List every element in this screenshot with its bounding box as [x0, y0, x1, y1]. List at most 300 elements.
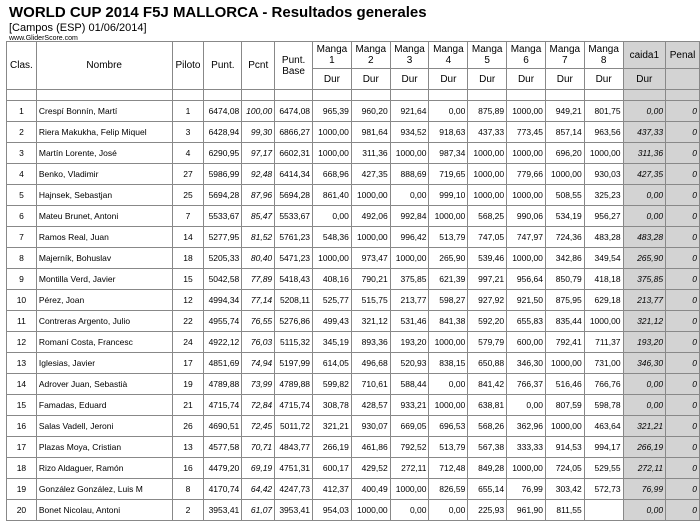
- penalty-cell: 0: [666, 206, 700, 227]
- name-cell: Benko, Vladimir: [36, 164, 172, 185]
- name-cell: Ramos Real, Juan: [36, 227, 172, 248]
- col-header-piloto: Piloto: [172, 42, 204, 90]
- manga-6-cell: 333,33: [507, 437, 546, 458]
- col-header-manga-7: Manga 7: [545, 42, 584, 69]
- base-score-cell: 4843,77: [275, 437, 313, 458]
- manga-1-cell: 345,19: [313, 332, 352, 353]
- drop-score-cell: 213,77: [623, 290, 666, 311]
- manga-4-cell: 838,15: [429, 353, 468, 374]
- manga-5-cell: 225,93: [468, 500, 507, 521]
- manga-7-cell: 792,41: [545, 332, 584, 353]
- event-subtitle: [Campos (ESP) 01/06/2014]: [9, 22, 147, 34]
- site-url: www.GliderScore.com: [9, 35, 78, 42]
- manga-7-cell: 724,05: [545, 458, 584, 479]
- col-header-pcnt: Pcnt: [242, 42, 275, 90]
- drop-score-cell: 193,20: [623, 332, 666, 353]
- manga-1-cell: 954,03: [313, 500, 352, 521]
- score-cell: 5694,28: [204, 185, 242, 206]
- base-score-cell: 3953,41: [275, 500, 313, 521]
- name-cell: Crespí Bonnín, Martí: [36, 101, 172, 122]
- manga-8-cell: 483,28: [584, 227, 623, 248]
- manga-1-cell: 0,00: [313, 206, 352, 227]
- score-cell: 4690,51: [204, 416, 242, 437]
- manga-6-cell: 600,00: [507, 332, 546, 353]
- manga-3-cell: 1000,00: [390, 143, 429, 164]
- rank-cell: 16: [7, 416, 37, 437]
- manga-8-cell: 463,64: [584, 416, 623, 437]
- score-cell: 5533,67: [204, 206, 242, 227]
- score-cell: 6428,94: [204, 122, 242, 143]
- table-row: [7, 353, 700, 374]
- manga-5-cell: 437,33: [468, 122, 507, 143]
- manga-8-cell: 418,18: [584, 269, 623, 290]
- penalty-cell: 0: [666, 248, 700, 269]
- manga-6-cell: 1000,00: [507, 248, 546, 269]
- drop-score-cell: 0,00: [623, 101, 666, 122]
- manga-8-cell: 1000,00: [584, 311, 623, 332]
- table-row: [7, 374, 700, 395]
- score-cell: 6290,95: [204, 143, 242, 164]
- manga-1-cell: 599,82: [313, 374, 352, 395]
- header-row: [7, 42, 700, 69]
- base-score-cell: 5761,23: [275, 227, 313, 248]
- manga-5-cell: 638,81: [468, 395, 507, 416]
- manga-2-cell: 710,61: [351, 374, 390, 395]
- manga-2-cell: 1000,00: [351, 227, 390, 248]
- percent-cell: 70,71: [242, 437, 275, 458]
- score-cell: 4922,12: [204, 332, 242, 353]
- score-cell: 4789,88: [204, 374, 242, 395]
- manga-3-cell: 996,42: [390, 227, 429, 248]
- manga-4-cell: 826,59: [429, 479, 468, 500]
- manga-1-cell: 548,36: [313, 227, 352, 248]
- name-cell: Martín Lorente, José: [36, 143, 172, 164]
- dur-header: Dur: [351, 69, 390, 90]
- manga-2-cell: 515,75: [351, 290, 390, 311]
- manga-3-cell: 0,00: [390, 500, 429, 521]
- drop-score-cell: 321,12: [623, 311, 666, 332]
- manga-4-cell: 719,65: [429, 164, 468, 185]
- percent-cell: 74,94: [242, 353, 275, 374]
- pilot-number-cell: 27: [172, 164, 204, 185]
- pilot-number-cell: 19: [172, 374, 204, 395]
- manga-5-cell: 747,05: [468, 227, 507, 248]
- col-header-manga-6: Manga 6: [507, 42, 546, 69]
- dur-header: Dur: [390, 69, 429, 90]
- manga-6-cell: 362,96: [507, 416, 546, 437]
- manga-7-cell: 696,20: [545, 143, 584, 164]
- manga-5-cell: 927,92: [468, 290, 507, 311]
- rank-cell: 19: [7, 479, 37, 500]
- manga-8-cell: 994,17: [584, 437, 623, 458]
- score-cell: 5277,95: [204, 227, 242, 248]
- manga-6-cell: 655,83: [507, 311, 546, 332]
- manga-3-cell: 921,64: [390, 101, 429, 122]
- manga-1-cell: 499,43: [313, 311, 352, 332]
- col-header-nombre: Nombre: [36, 42, 172, 90]
- pilot-number-cell: 21: [172, 395, 204, 416]
- col-header-manga-3: Manga 3: [390, 42, 429, 69]
- rank-cell: 9: [7, 269, 37, 290]
- manga-6-cell: 1000,00: [507, 458, 546, 479]
- manga-6-cell: 766,37: [507, 374, 546, 395]
- table-row: [7, 500, 700, 521]
- manga-6-cell: 1000,00: [507, 101, 546, 122]
- name-cell: Romaní Costa, Francesc: [36, 332, 172, 353]
- percent-cell: 87,96: [242, 185, 275, 206]
- rank-cell: 8: [7, 248, 37, 269]
- name-cell: Adrover Juan, Sebastià: [36, 374, 172, 395]
- manga-1-cell: 965,39: [313, 101, 352, 122]
- col-header-manga-1: Manga 1: [313, 42, 352, 69]
- manga-6-cell: 956,64: [507, 269, 546, 290]
- dur-header: Dur: [507, 69, 546, 90]
- percent-cell: 100,00: [242, 101, 275, 122]
- manga-3-cell: 1000,00: [390, 479, 429, 500]
- penalty-cell: 0: [666, 311, 700, 332]
- manga-6-cell: 346,30: [507, 353, 546, 374]
- manga-8-cell: 572,73: [584, 479, 623, 500]
- results-body: [7, 101, 700, 521]
- drop-score-cell: 0,00: [623, 395, 666, 416]
- manga-4-cell: 513,79: [429, 227, 468, 248]
- score-cell: 5205,33: [204, 248, 242, 269]
- manga-3-cell: 992,84: [390, 206, 429, 227]
- manga-4-cell: 696,53: [429, 416, 468, 437]
- manga-1-cell: 308,78: [313, 395, 352, 416]
- drop-score-cell: 265,90: [623, 248, 666, 269]
- manga-3-cell: 934,52: [390, 122, 429, 143]
- manga-6-cell: 1000,00: [507, 185, 546, 206]
- manga-2-cell: 1000,00: [351, 185, 390, 206]
- manga-2-cell: 930,07: [351, 416, 390, 437]
- col-header-clas: Clas.: [7, 42, 37, 90]
- manga-2-cell: 492,06: [351, 206, 390, 227]
- pilot-number-cell: 2: [172, 500, 204, 521]
- manga-2-cell: 496,68: [351, 353, 390, 374]
- name-cell: Salas Vadell, Jeroni: [36, 416, 172, 437]
- col-header-punt: Punt.: [204, 42, 242, 90]
- base-score-cell: 4715,74: [275, 395, 313, 416]
- base-score-cell: 5533,67: [275, 206, 313, 227]
- manga-1-cell: 614,05: [313, 353, 352, 374]
- manga-2-cell: 461,86: [351, 437, 390, 458]
- manga-5-cell: 841,42: [468, 374, 507, 395]
- penalty-cell: 0: [666, 143, 700, 164]
- drop-score-cell: 483,28: [623, 227, 666, 248]
- name-cell: Contreras Argento, Julio: [36, 311, 172, 332]
- table-row: [7, 143, 700, 164]
- manga-4-cell: 621,39: [429, 269, 468, 290]
- manga-3-cell: 888,69: [390, 164, 429, 185]
- penalty-cell: 0: [666, 500, 700, 521]
- score-cell: 4170,74: [204, 479, 242, 500]
- base-score-cell: 6474,08: [275, 101, 313, 122]
- manga-2-cell: 428,57: [351, 395, 390, 416]
- score-cell: 4577,58: [204, 437, 242, 458]
- manga-5-cell: 849,28: [468, 458, 507, 479]
- penalty-cell: 0: [666, 353, 700, 374]
- manga-3-cell: 375,85: [390, 269, 429, 290]
- percent-cell: 77,14: [242, 290, 275, 311]
- manga-3-cell: 213,77: [390, 290, 429, 311]
- manga-4-cell: 1000,00: [429, 395, 468, 416]
- manga-8-cell: 1000,00: [584, 143, 623, 164]
- pilot-number-cell: 7: [172, 206, 204, 227]
- manga-5-cell: 567,38: [468, 437, 507, 458]
- base-score-cell: 5276,86: [275, 311, 313, 332]
- table-row: [7, 395, 700, 416]
- name-cell: Bonet Nicolau, Antoni: [36, 500, 172, 521]
- base-score-cell: 5694,28: [275, 185, 313, 206]
- manga-3-cell: 1000,00: [390, 248, 429, 269]
- rank-cell: 5: [7, 185, 37, 206]
- manga-1-cell: 861,40: [313, 185, 352, 206]
- percent-cell: 73,99: [242, 374, 275, 395]
- penalty-cell: 0: [666, 164, 700, 185]
- drop-score-cell: 0,00: [623, 374, 666, 395]
- rank-cell: 12: [7, 332, 37, 353]
- manga-4-cell: 999,10: [429, 185, 468, 206]
- pilot-number-cell: 4: [172, 143, 204, 164]
- penalty-cell: 0: [666, 290, 700, 311]
- manga-7-cell: 835,44: [545, 311, 584, 332]
- manga-8-cell: 956,27: [584, 206, 623, 227]
- manga-3-cell: 792,52: [390, 437, 429, 458]
- drop-score-cell: 311,36: [623, 143, 666, 164]
- manga-2-cell: 429,52: [351, 458, 390, 479]
- base-score-cell: 5208,11: [275, 290, 313, 311]
- manga-7-cell: 949,21: [545, 101, 584, 122]
- manga-7-cell: 1000,00: [545, 164, 584, 185]
- manga-1-cell: 321,21: [313, 416, 352, 437]
- table-row: [7, 458, 700, 479]
- percent-cell: 77,89: [242, 269, 275, 290]
- rank-cell: 14: [7, 374, 37, 395]
- table-row: [7, 164, 700, 185]
- manga-4-cell: 1000,00: [429, 206, 468, 227]
- manga-2-cell: 893,36: [351, 332, 390, 353]
- penalty-cell: 0: [666, 332, 700, 353]
- manga-8-cell: [584, 500, 623, 521]
- manga-2-cell: 960,20: [351, 101, 390, 122]
- col-header-manga-4: Manga 4: [429, 42, 468, 69]
- manga-6-cell: 990,06: [507, 206, 546, 227]
- dur-header: Dur: [468, 69, 507, 90]
- manga-6-cell: 76,99: [507, 479, 546, 500]
- dur-header: Dur: [623, 69, 666, 90]
- table-row: [7, 332, 700, 353]
- pilot-number-cell: 12: [172, 290, 204, 311]
- manga-2-cell: 981,64: [351, 122, 390, 143]
- percent-cell: 72,45: [242, 416, 275, 437]
- manga-4-cell: 841,38: [429, 311, 468, 332]
- table-row: [7, 122, 700, 143]
- manga-8-cell: 801,75: [584, 101, 623, 122]
- pilot-number-cell: 15: [172, 269, 204, 290]
- manga-3-cell: 933,21: [390, 395, 429, 416]
- drop-score-cell: 76,99: [623, 479, 666, 500]
- manga-8-cell: 963,56: [584, 122, 623, 143]
- penal-subheader: [666, 69, 700, 90]
- manga-5-cell: 1000,00: [468, 185, 507, 206]
- manga-8-cell: 598,78: [584, 395, 623, 416]
- manga-8-cell: 711,37: [584, 332, 623, 353]
- manga-6-cell: 0,00: [507, 395, 546, 416]
- name-cell: Mateu Brunet, Antoni: [36, 206, 172, 227]
- pilot-number-cell: 16: [172, 458, 204, 479]
- manga-6-cell: 961,90: [507, 500, 546, 521]
- table-row: [7, 206, 700, 227]
- manga-4-cell: 712,48: [429, 458, 468, 479]
- penalty-cell: 0: [666, 479, 700, 500]
- pilot-number-cell: 18: [172, 248, 204, 269]
- manga-8-cell: 349,54: [584, 248, 623, 269]
- manga-1-cell: 600,17: [313, 458, 352, 479]
- manga-6-cell: 773,45: [507, 122, 546, 143]
- percent-cell: 69,19: [242, 458, 275, 479]
- rank-cell: 11: [7, 311, 37, 332]
- rank-cell: 13: [7, 353, 37, 374]
- manga-7-cell: 516,46: [545, 374, 584, 395]
- pilot-number-cell: 14: [172, 227, 204, 248]
- base-score-cell: 5115,32: [275, 332, 313, 353]
- base-score-cell: 4751,31: [275, 458, 313, 479]
- manga-7-cell: 914,53: [545, 437, 584, 458]
- base-score-cell: 4789,88: [275, 374, 313, 395]
- penalty-cell: 0: [666, 101, 700, 122]
- manga-3-cell: 588,44: [390, 374, 429, 395]
- score-cell: 6474,08: [204, 101, 242, 122]
- name-cell: González González, Luis M: [36, 479, 172, 500]
- manga-8-cell: 529,55: [584, 458, 623, 479]
- percent-cell: 72,84: [242, 395, 275, 416]
- col-header-penal: Penal: [666, 42, 700, 69]
- manga-2-cell: 1000,00: [351, 500, 390, 521]
- drop-score-cell: 266,19: [623, 437, 666, 458]
- manga-4-cell: 0,00: [429, 101, 468, 122]
- percent-cell: 92,48: [242, 164, 275, 185]
- rank-cell: 18: [7, 458, 37, 479]
- manga-6-cell: 779,66: [507, 164, 546, 185]
- manga-5-cell: 1000,00: [468, 164, 507, 185]
- table-row: [7, 416, 700, 437]
- rank-cell: 20: [7, 500, 37, 521]
- base-score-cell: 6414,34: [275, 164, 313, 185]
- drop-score-cell: 272,11: [623, 458, 666, 479]
- table-row: [7, 101, 700, 122]
- manga-7-cell: 857,14: [545, 122, 584, 143]
- base-score-cell: 5471,23: [275, 248, 313, 269]
- manga-1-cell: 412,37: [313, 479, 352, 500]
- manga-1-cell: 525,77: [313, 290, 352, 311]
- manga-4-cell: 0,00: [429, 500, 468, 521]
- name-cell: Montilla Verd, Javier: [36, 269, 172, 290]
- pilot-number-cell: 24: [172, 332, 204, 353]
- rank-cell: 4: [7, 164, 37, 185]
- penalty-cell: 0: [666, 227, 700, 248]
- manga-1-cell: 1000,00: [313, 248, 352, 269]
- score-cell: 4851,69: [204, 353, 242, 374]
- manga-7-cell: 1000,00: [545, 353, 584, 374]
- name-cell: Majerník, Bohuslav: [36, 248, 172, 269]
- percent-cell: 99,30: [242, 122, 275, 143]
- score-cell: 5986,99: [204, 164, 242, 185]
- manga-4-cell: 598,27: [429, 290, 468, 311]
- manga-2-cell: 973,47: [351, 248, 390, 269]
- percent-cell: 76,03: [242, 332, 275, 353]
- manga-5-cell: 568,26: [468, 416, 507, 437]
- manga-5-cell: 592,20: [468, 311, 507, 332]
- manga-4-cell: 987,34: [429, 143, 468, 164]
- manga-1-cell: 1000,00: [313, 143, 352, 164]
- manga-7-cell: 534,19: [545, 206, 584, 227]
- manga-7-cell: 1000,00: [545, 416, 584, 437]
- rank-cell: 15: [7, 395, 37, 416]
- score-cell: 3953,41: [204, 500, 242, 521]
- dur-header: Dur: [429, 69, 468, 90]
- manga-2-cell: 321,12: [351, 311, 390, 332]
- name-cell: Famadas, Eduard: [36, 395, 172, 416]
- table-row: [7, 185, 700, 206]
- manga-7-cell: 303,42: [545, 479, 584, 500]
- manga-4-cell: 918,63: [429, 122, 468, 143]
- score-cell: 4715,74: [204, 395, 242, 416]
- manga-1-cell: 1000,00: [313, 122, 352, 143]
- score-cell: 5042,58: [204, 269, 242, 290]
- name-cell: Pérez, Joan: [36, 290, 172, 311]
- rank-cell: 1: [7, 101, 37, 122]
- percent-cell: 81,52: [242, 227, 275, 248]
- manga-8-cell: 766,76: [584, 374, 623, 395]
- manga-2-cell: 400,49: [351, 479, 390, 500]
- score-cell: 4479,20: [204, 458, 242, 479]
- name-cell: Plazas Moya, Cristian: [36, 437, 172, 458]
- manga-3-cell: 0,00: [390, 185, 429, 206]
- drop-score-cell: 375,85: [623, 269, 666, 290]
- penalty-cell: 0: [666, 122, 700, 143]
- drop-score-cell: 0,00: [623, 500, 666, 521]
- rank-cell: 2: [7, 122, 37, 143]
- manga-5-cell: 1000,00: [468, 143, 507, 164]
- table-row: [7, 248, 700, 269]
- name-cell: Rizo Aldaguer, Ramón: [36, 458, 172, 479]
- base-score-cell: 5418,43: [275, 269, 313, 290]
- base-score-cell: 5197,99: [275, 353, 313, 374]
- name-cell: Riera Makukha, Felip Miquel: [36, 122, 172, 143]
- manga-7-cell: 724,36: [545, 227, 584, 248]
- col-header-manga-8: Manga 8: [584, 42, 623, 69]
- pilot-number-cell: 25: [172, 185, 204, 206]
- rank-cell: 3: [7, 143, 37, 164]
- manga-5-cell: 997,21: [468, 269, 507, 290]
- pilot-number-cell: 26: [172, 416, 204, 437]
- percent-cell: 76,55: [242, 311, 275, 332]
- col-header-punt-base: Punt. Base: [275, 42, 313, 90]
- manga-8-cell: 731,00: [584, 353, 623, 374]
- manga-2-cell: 427,35: [351, 164, 390, 185]
- manga-6-cell: 921,50: [507, 290, 546, 311]
- results-table: [6, 41, 700, 521]
- page-title: WORLD CUP 2014 F5J MALLORCA - Resultados generales: [9, 4, 427, 21]
- manga-3-cell: 193,20: [390, 332, 429, 353]
- base-score-cell: 5011,72: [275, 416, 313, 437]
- manga-2-cell: 790,21: [351, 269, 390, 290]
- manga-8-cell: 629,18: [584, 290, 623, 311]
- dur-header: Dur: [313, 69, 352, 90]
- manga-3-cell: 272,11: [390, 458, 429, 479]
- rank-cell: 7: [7, 227, 37, 248]
